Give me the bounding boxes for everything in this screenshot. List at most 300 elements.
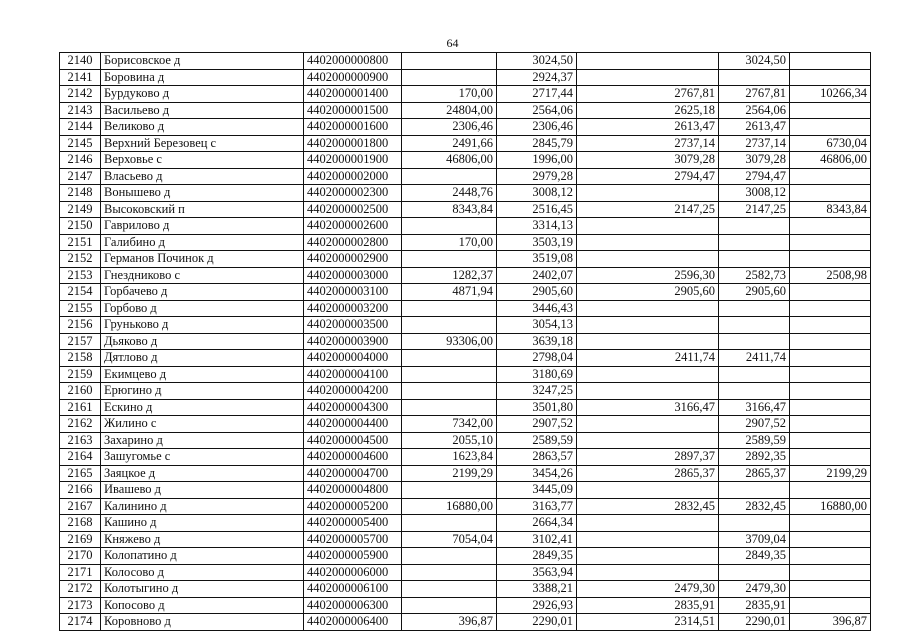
row-number-cell: 2169 xyxy=(60,531,101,548)
value-cell-3: 3079,28 xyxy=(577,152,719,169)
row-number-cell: 2151 xyxy=(60,234,101,251)
value-cell-1 xyxy=(402,399,497,416)
table-row xyxy=(60,515,871,532)
value-cell-1: 170,00 xyxy=(402,86,497,103)
table-row xyxy=(60,284,871,301)
row-number-cell: 2170 xyxy=(60,548,101,565)
value-cell-3: 2897,37 xyxy=(577,449,719,466)
value-cell-2: 3388,21 xyxy=(497,581,577,598)
table-row xyxy=(60,251,871,268)
code-cell: 4402000000800 xyxy=(304,53,402,70)
row-number-cell: 2147 xyxy=(60,168,101,185)
value-cell-3 xyxy=(577,333,719,350)
value-cell-4 xyxy=(719,300,790,317)
value-cell-5 xyxy=(790,399,871,416)
value-cell-4 xyxy=(719,234,790,251)
value-cell-2: 3163,77 xyxy=(497,498,577,515)
value-cell-1 xyxy=(402,317,497,334)
value-cell-1: 7054,04 xyxy=(402,531,497,548)
row-number-cell: 2148 xyxy=(60,185,101,202)
table-row xyxy=(60,564,871,581)
settlement-name-cell: Ивашево д xyxy=(101,482,304,499)
value-cell-3: 2411,74 xyxy=(577,350,719,367)
value-cell-1 xyxy=(402,300,497,317)
settlement-name-cell: Власьево д xyxy=(101,168,304,185)
value-cell-3 xyxy=(577,432,719,449)
value-cell-3: 2147,25 xyxy=(577,201,719,218)
code-cell: 4402000004500 xyxy=(304,432,402,449)
value-cell-4: 2737,14 xyxy=(719,135,790,152)
table-row xyxy=(60,482,871,499)
value-cell-4 xyxy=(719,482,790,499)
value-cell-4: 3008,12 xyxy=(719,185,790,202)
value-cell-5 xyxy=(790,251,871,268)
value-cell-5 xyxy=(790,581,871,598)
value-cell-5 xyxy=(790,597,871,614)
value-cell-2: 3519,08 xyxy=(497,251,577,268)
table-row xyxy=(60,317,871,334)
settlement-name-cell: Захарино д xyxy=(101,432,304,449)
value-cell-2: 2849,35 xyxy=(497,548,577,565)
value-cell-2: 3445,09 xyxy=(497,482,577,499)
settlement-name-cell: Коровново д xyxy=(101,614,304,631)
value-cell-1 xyxy=(402,564,497,581)
code-cell: 4402000004800 xyxy=(304,482,402,499)
value-cell-4: 2865,37 xyxy=(719,465,790,482)
row-number-cell: 2143 xyxy=(60,102,101,119)
value-cell-1 xyxy=(402,350,497,367)
settlement-name-cell: Германов Починок д xyxy=(101,251,304,268)
value-cell-3: 2479,30 xyxy=(577,581,719,598)
value-cell-5: 16880,00 xyxy=(790,498,871,515)
row-number-cell: 2156 xyxy=(60,317,101,334)
value-cell-5 xyxy=(790,548,871,565)
code-cell: 4402000005900 xyxy=(304,548,402,565)
code-cell: 4402000004600 xyxy=(304,449,402,466)
value-cell-5 xyxy=(790,482,871,499)
value-cell-5 xyxy=(790,185,871,202)
settlement-name-cell: Вонышево д xyxy=(101,185,304,202)
settlement-name-cell: Калинино д xyxy=(101,498,304,515)
value-cell-1 xyxy=(402,251,497,268)
value-cell-2: 3446,43 xyxy=(497,300,577,317)
row-number-cell: 2166 xyxy=(60,482,101,499)
code-cell: 4402000004000 xyxy=(304,350,402,367)
table-row xyxy=(60,333,871,350)
code-cell: 4402000002000 xyxy=(304,168,402,185)
code-cell: 4402000001400 xyxy=(304,86,402,103)
value-cell-1 xyxy=(402,515,497,532)
value-cell-3 xyxy=(577,185,719,202)
code-cell: 4402000005700 xyxy=(304,531,402,548)
value-cell-4 xyxy=(719,383,790,400)
value-cell-1: 24804,00 xyxy=(402,102,497,119)
settlement-name-cell: Ерюгино д xyxy=(101,383,304,400)
value-cell-1: 170,00 xyxy=(402,234,497,251)
row-number-cell: 2153 xyxy=(60,267,101,284)
value-cell-4: 2290,01 xyxy=(719,614,790,631)
value-cell-2: 2402,07 xyxy=(497,267,577,284)
value-cell-3 xyxy=(577,234,719,251)
value-cell-5 xyxy=(790,234,871,251)
table-row xyxy=(60,366,871,383)
table-row xyxy=(60,267,871,284)
settlement-name-cell: Дьяково д xyxy=(101,333,304,350)
value-cell-1 xyxy=(402,581,497,598)
table-row xyxy=(60,300,871,317)
value-cell-4: 3166,47 xyxy=(719,399,790,416)
value-cell-2: 2306,46 xyxy=(497,119,577,136)
table-row xyxy=(60,449,871,466)
value-cell-2: 1996,00 xyxy=(497,152,577,169)
value-cell-4 xyxy=(719,69,790,86)
row-number-cell: 2168 xyxy=(60,515,101,532)
value-cell-1: 8343,84 xyxy=(402,201,497,218)
row-number-cell: 2161 xyxy=(60,399,101,416)
value-cell-1 xyxy=(402,69,497,86)
value-cell-5 xyxy=(790,300,871,317)
settlement-name-cell: Галибино д xyxy=(101,234,304,251)
value-cell-5: 2199,29 xyxy=(790,465,871,482)
settlement-name-cell: Княжево д xyxy=(101,531,304,548)
value-cell-3: 2314,51 xyxy=(577,614,719,631)
settlement-name-cell: Верхний Березовец с xyxy=(101,135,304,152)
code-cell: 4402000004200 xyxy=(304,383,402,400)
value-cell-2: 3008,12 xyxy=(497,185,577,202)
table-row xyxy=(60,218,871,235)
table-row xyxy=(60,350,871,367)
value-cell-5 xyxy=(790,53,871,70)
value-cell-2: 2845,79 xyxy=(497,135,577,152)
value-cell-3 xyxy=(577,548,719,565)
value-cell-1 xyxy=(402,53,497,70)
value-cell-3: 2905,60 xyxy=(577,284,719,301)
value-cell-5 xyxy=(790,383,871,400)
value-cell-3 xyxy=(577,383,719,400)
code-cell: 4402000002500 xyxy=(304,201,402,218)
table-row xyxy=(60,119,871,136)
settlements-table xyxy=(59,52,871,631)
row-number-cell: 2152 xyxy=(60,251,101,268)
value-cell-1 xyxy=(402,597,497,614)
value-cell-5: 10266,34 xyxy=(790,86,871,103)
value-cell-5 xyxy=(790,416,871,433)
value-cell-5 xyxy=(790,531,871,548)
code-cell: 4402000001900 xyxy=(304,152,402,169)
value-cell-5 xyxy=(790,515,871,532)
table-row xyxy=(60,548,871,565)
value-cell-2: 3563,94 xyxy=(497,564,577,581)
value-cell-5 xyxy=(790,366,871,383)
value-cell-4 xyxy=(719,218,790,235)
value-cell-4: 2479,30 xyxy=(719,581,790,598)
table-row xyxy=(60,185,871,202)
row-number-cell: 2140 xyxy=(60,53,101,70)
table-row xyxy=(60,69,871,86)
value-cell-3 xyxy=(577,515,719,532)
code-cell: 4402000003100 xyxy=(304,284,402,301)
code-cell: 4402000006300 xyxy=(304,597,402,614)
settlement-name-cell: Ескино д xyxy=(101,399,304,416)
value-cell-5: 396,87 xyxy=(790,614,871,631)
value-cell-3: 2832,45 xyxy=(577,498,719,515)
table-row xyxy=(60,201,871,218)
value-cell-1: 4871,94 xyxy=(402,284,497,301)
value-cell-3 xyxy=(577,317,719,334)
table-row xyxy=(60,498,871,515)
value-cell-3: 2596,30 xyxy=(577,267,719,284)
value-cell-2: 2798,04 xyxy=(497,350,577,367)
settlement-name-cell: Колопатино д xyxy=(101,548,304,565)
row-number-cell: 2171 xyxy=(60,564,101,581)
row-number-cell: 2163 xyxy=(60,432,101,449)
row-number-cell: 2154 xyxy=(60,284,101,301)
settlement-name-cell: Гаврилово д xyxy=(101,218,304,235)
value-cell-4 xyxy=(719,366,790,383)
row-number-cell: 2155 xyxy=(60,300,101,317)
value-cell-3 xyxy=(577,416,719,433)
row-number-cell: 2172 xyxy=(60,581,101,598)
settlement-name-cell: Васильево д xyxy=(101,102,304,119)
value-cell-4: 2905,60 xyxy=(719,284,790,301)
value-cell-1 xyxy=(402,548,497,565)
settlement-name-cell: Гнездниково с xyxy=(101,267,304,284)
row-number-cell: 2167 xyxy=(60,498,101,515)
value-cell-2: 3180,69 xyxy=(497,366,577,383)
value-cell-5: 6730,04 xyxy=(790,135,871,152)
table-row xyxy=(60,102,871,119)
value-cell-5: 2508,98 xyxy=(790,267,871,284)
value-cell-2: 2924,37 xyxy=(497,69,577,86)
value-cell-2: 2717,44 xyxy=(497,86,577,103)
value-cell-5 xyxy=(790,168,871,185)
value-cell-3 xyxy=(577,564,719,581)
value-cell-2: 3024,50 xyxy=(497,53,577,70)
settlement-name-cell: Дятлово д xyxy=(101,350,304,367)
row-number-cell: 2162 xyxy=(60,416,101,433)
value-cell-5: 8343,84 xyxy=(790,201,871,218)
value-cell-2: 2290,01 xyxy=(497,614,577,631)
row-number-cell: 2142 xyxy=(60,86,101,103)
value-cell-5 xyxy=(790,102,871,119)
value-cell-4 xyxy=(719,251,790,268)
row-number-cell: 2146 xyxy=(60,152,101,169)
value-cell-2: 2516,45 xyxy=(497,201,577,218)
value-cell-1: 93306,00 xyxy=(402,333,497,350)
value-cell-2: 3639,18 xyxy=(497,333,577,350)
value-cell-4: 2564,06 xyxy=(719,102,790,119)
value-cell-2: 2589,59 xyxy=(497,432,577,449)
value-cell-3 xyxy=(577,218,719,235)
table-row xyxy=(60,168,871,185)
row-number-cell: 2158 xyxy=(60,350,101,367)
row-number-cell: 2160 xyxy=(60,383,101,400)
value-cell-4: 2411,74 xyxy=(719,350,790,367)
table-row xyxy=(60,432,871,449)
code-cell: 4402000006400 xyxy=(304,614,402,631)
value-cell-2: 2664,34 xyxy=(497,515,577,532)
code-cell: 4402000003200 xyxy=(304,300,402,317)
value-cell-2: 2564,06 xyxy=(497,102,577,119)
value-cell-2: 3054,13 xyxy=(497,317,577,334)
value-cell-4: 2613,47 xyxy=(719,119,790,136)
value-cell-5 xyxy=(790,432,871,449)
value-cell-1: 2491,66 xyxy=(402,135,497,152)
row-number-cell: 2141 xyxy=(60,69,101,86)
value-cell-1: 46806,00 xyxy=(402,152,497,169)
value-cell-4: 2892,35 xyxy=(719,449,790,466)
value-cell-3 xyxy=(577,69,719,86)
value-cell-3 xyxy=(577,366,719,383)
value-cell-4: 2582,73 xyxy=(719,267,790,284)
settlement-name-cell: Борисовское д xyxy=(101,53,304,70)
value-cell-1: 1282,37 xyxy=(402,267,497,284)
table-row xyxy=(60,86,871,103)
settlement-name-cell: Кашино д xyxy=(101,515,304,532)
code-cell: 4402000001500 xyxy=(304,102,402,119)
row-number-cell: 2150 xyxy=(60,218,101,235)
value-cell-5 xyxy=(790,350,871,367)
code-cell: 4402000000900 xyxy=(304,69,402,86)
value-cell-1: 2199,29 xyxy=(402,465,497,482)
value-cell-5 xyxy=(790,564,871,581)
settlement-name-cell: Боровина д xyxy=(101,69,304,86)
value-cell-3: 2865,37 xyxy=(577,465,719,482)
value-cell-5 xyxy=(790,218,871,235)
value-cell-4 xyxy=(719,564,790,581)
code-cell: 4402000003900 xyxy=(304,333,402,350)
settlement-name-cell: Высоковский п xyxy=(101,201,304,218)
value-cell-4: 2832,45 xyxy=(719,498,790,515)
table-row xyxy=(60,581,871,598)
value-cell-4: 2907,52 xyxy=(719,416,790,433)
value-cell-2: 2979,28 xyxy=(497,168,577,185)
settlement-name-cell: Жилино с xyxy=(101,416,304,433)
code-cell: 4402000002300 xyxy=(304,185,402,202)
value-cell-1: 16880,00 xyxy=(402,498,497,515)
settlement-name-cell: Копосово д xyxy=(101,597,304,614)
table-row xyxy=(60,53,871,70)
value-cell-3: 2794,47 xyxy=(577,168,719,185)
value-cell-4: 2849,35 xyxy=(719,548,790,565)
value-cell-1 xyxy=(402,218,497,235)
value-cell-3: 2625,18 xyxy=(577,102,719,119)
value-cell-4: 2767,81 xyxy=(719,86,790,103)
value-cell-5 xyxy=(790,69,871,86)
value-cell-2: 3314,13 xyxy=(497,218,577,235)
value-cell-2: 3503,19 xyxy=(497,234,577,251)
value-cell-2: 2905,60 xyxy=(497,284,577,301)
value-cell-4 xyxy=(719,515,790,532)
row-number-cell: 2164 xyxy=(60,449,101,466)
settlement-name-cell: Колосово д xyxy=(101,564,304,581)
value-cell-3 xyxy=(577,300,719,317)
row-number-cell: 2145 xyxy=(60,135,101,152)
value-cell-5 xyxy=(790,119,871,136)
value-cell-4: 2835,91 xyxy=(719,597,790,614)
value-cell-2: 3454,26 xyxy=(497,465,577,482)
settlement-name-cell: Колотыгино д xyxy=(101,581,304,598)
code-cell: 4402000004100 xyxy=(304,366,402,383)
value-cell-2: 2863,57 xyxy=(497,449,577,466)
value-cell-3: 2737,14 xyxy=(577,135,719,152)
table-row xyxy=(60,416,871,433)
value-cell-2: 3247,25 xyxy=(497,383,577,400)
table-row xyxy=(60,383,871,400)
settlement-name-cell: Верховье с xyxy=(101,152,304,169)
value-cell-1 xyxy=(402,366,497,383)
code-cell: 4402000002600 xyxy=(304,218,402,235)
value-cell-4: 3024,50 xyxy=(719,53,790,70)
table-row xyxy=(60,614,871,631)
code-cell: 4402000004300 xyxy=(304,399,402,416)
row-number-cell: 2165 xyxy=(60,465,101,482)
table-row xyxy=(60,135,871,152)
settlement-name-cell: Бурдуково д xyxy=(101,86,304,103)
page-number: 64 xyxy=(446,36,459,50)
value-cell-1: 2448,76 xyxy=(402,185,497,202)
settlement-name-cell: Екимцево д xyxy=(101,366,304,383)
settlement-name-cell: Заяцкое д xyxy=(101,465,304,482)
table-row xyxy=(60,531,871,548)
row-number-cell: 2174 xyxy=(60,614,101,631)
value-cell-1 xyxy=(402,383,497,400)
value-cell-3: 3166,47 xyxy=(577,399,719,416)
value-cell-4: 2794,47 xyxy=(719,168,790,185)
value-cell-4: 2147,25 xyxy=(719,201,790,218)
value-cell-3 xyxy=(577,531,719,548)
value-cell-5 xyxy=(790,284,871,301)
code-cell: 4402000003000 xyxy=(304,267,402,284)
code-cell: 4402000003500 xyxy=(304,317,402,334)
value-cell-5 xyxy=(790,333,871,350)
value-cell-3: 2613,47 xyxy=(577,119,719,136)
value-cell-2: 3102,41 xyxy=(497,531,577,548)
value-cell-4: 3079,28 xyxy=(719,152,790,169)
row-number-cell: 2157 xyxy=(60,333,101,350)
code-cell: 4402000002900 xyxy=(304,251,402,268)
settlement-name-cell: Груньково д xyxy=(101,317,304,334)
table-row xyxy=(60,152,871,169)
row-number-cell: 2144 xyxy=(60,119,101,136)
value-cell-2: 2907,52 xyxy=(497,416,577,433)
value-cell-3 xyxy=(577,251,719,268)
value-cell-3 xyxy=(577,53,719,70)
value-cell-5: 46806,00 xyxy=(790,152,871,169)
settlement-name-cell: Горбово д xyxy=(101,300,304,317)
value-cell-2: 2926,93 xyxy=(497,597,577,614)
value-cell-4 xyxy=(719,317,790,334)
value-cell-3 xyxy=(577,482,719,499)
settlement-name-cell: Великово д xyxy=(101,119,304,136)
value-cell-1: 2306,46 xyxy=(402,119,497,136)
settlement-name-cell: Горбачево д xyxy=(101,284,304,301)
code-cell: 4402000005400 xyxy=(304,515,402,532)
settlement-name-cell: Зашугомье с xyxy=(101,449,304,466)
value-cell-5 xyxy=(790,317,871,334)
code-cell: 4402000004700 xyxy=(304,465,402,482)
value-cell-1 xyxy=(402,168,497,185)
code-cell: 4402000006100 xyxy=(304,581,402,598)
value-cell-2: 3501,80 xyxy=(497,399,577,416)
row-number-cell: 2173 xyxy=(60,597,101,614)
value-cell-1: 396,87 xyxy=(402,614,497,631)
value-cell-4: 2589,59 xyxy=(719,432,790,449)
table-row xyxy=(60,399,871,416)
code-cell: 4402000002800 xyxy=(304,234,402,251)
value-cell-3: 2767,81 xyxy=(577,86,719,103)
value-cell-3: 2835,91 xyxy=(577,597,719,614)
